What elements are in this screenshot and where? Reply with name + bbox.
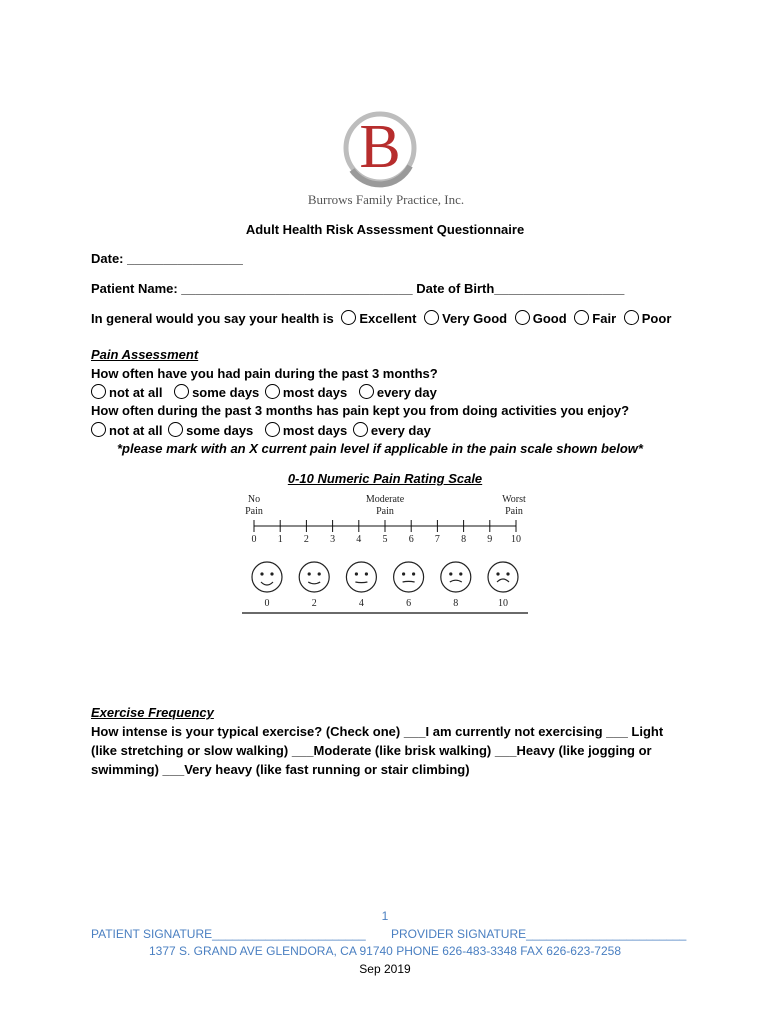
scale-label-moderate: Moderate Pain <box>365 494 405 517</box>
patient-name-dob-field[interactable]: Patient Name: ________________________________ Date of Birth__________________ <box>91 281 625 296</box>
scale-tick-label: 7 <box>434 534 440 545</box>
pain-face-icon <box>299 562 329 592</box>
health-option-good: Good <box>532 311 567 326</box>
health-option-poor: Poor <box>641 311 672 326</box>
health-excellent-radio[interactable] <box>341 310 356 325</box>
q1-option: some days <box>192 385 260 400</box>
footer-date: Sep 2019 <box>359 962 411 976</box>
health-good-radio[interactable] <box>515 310 530 325</box>
scale-label-no-pain: No Pain <box>245 494 263 517</box>
scale-tick-label: 3 <box>330 534 336 545</box>
health-option-very-good: Very Good <box>442 311 508 326</box>
q2-option: most days <box>282 423 348 438</box>
scale-tick-label: 8 <box>461 534 467 545</box>
scale-tick-label: 5 <box>382 534 388 545</box>
page-number: 1 <box>381 909 389 923</box>
q2-not-at-all-radio[interactable] <box>91 422 106 437</box>
pain-scale-figure <box>240 492 530 617</box>
q2-option: every day <box>370 423 431 438</box>
pain-face-icon <box>346 562 376 592</box>
scale-tick-label: 4 <box>356 534 362 545</box>
scale-tick-label: 1 <box>277 534 283 545</box>
health-question-row <box>91 310 671 326</box>
patient-signature[interactable]: PATIENT SIGNATURE_______________________ <box>91 927 366 941</box>
logo-letter: B <box>359 113 401 181</box>
face-label: 0 <box>264 598 270 609</box>
pain-instruction: *please mark with an X current pain level if applicable in the pain scale shown below* <box>117 441 643 456</box>
health-poor-radio[interactable] <box>624 310 639 325</box>
scale-tick-label: 0 <box>251 534 257 545</box>
face-label: 6 <box>406 598 412 609</box>
exercise-line-3: swimming) ___Very heavy (like fast running or stair climbing) <box>91 762 470 777</box>
face-label: 2 <box>311 598 317 609</box>
pain-scale-title: 0-10 Numeric Pain Rating Scale <box>287 471 483 486</box>
q2-most-days-radio[interactable] <box>265 422 280 437</box>
logo <box>340 108 420 188</box>
exercise-heading: Exercise Frequency <box>91 705 214 720</box>
date-field[interactable]: Date: ________________ <box>91 251 243 266</box>
q1-every-day-radio[interactable] <box>359 384 374 399</box>
pain-face-icon <box>252 562 282 592</box>
health-option-fair: Fair <box>592 311 617 326</box>
pain-face-icon <box>394 562 424 592</box>
page-title: Adult Health Risk Assessment Questionnaire <box>245 222 525 237</box>
face-label: 4 <box>358 598 364 609</box>
q1-option: not at all <box>109 385 163 400</box>
health-very-good-radio[interactable] <box>424 310 439 325</box>
q2-some-days-radio[interactable] <box>168 422 183 437</box>
health-fair-radio[interactable] <box>574 310 589 325</box>
footer-address: 1377 S. GRAND AVE GLENDORA, CA 91740 PHONE 626-483-3348 FAX 626-623-7258 <box>148 944 622 958</box>
pain-q1-options <box>91 384 437 400</box>
scale-tick-label: 6 <box>408 534 414 545</box>
q2-option: not at all <box>109 423 163 438</box>
scale-tick-label: 9 <box>487 534 493 545</box>
health-question: In general would you say your health is <box>91 311 334 326</box>
q1-most-days-radio[interactable] <box>265 384 280 399</box>
q1-option: every day <box>376 385 437 400</box>
pain-question-1: How often have you had pain during the past 3 months? <box>91 366 438 381</box>
q1-option: most days <box>282 385 348 400</box>
face-label: 8 <box>453 598 459 609</box>
q2-every-day-radio[interactable] <box>353 422 368 437</box>
exercise-line-1: How intense is your typical exercise? (Check one) ___I am currently not exercising ___ Light <box>91 724 664 739</box>
q1-some-days-radio[interactable] <box>174 384 189 399</box>
pain-scale-lines <box>240 492 530 617</box>
scale-tick-label: 2 <box>303 534 309 545</box>
scale-label-worst-pain: Worst Pain <box>502 494 526 517</box>
exercise-line-2: (like stretching or slow walking) ___Moderate (like brisk walking) ___Heavy (like jogging or <box>91 743 652 758</box>
pain-q2-options <box>91 422 431 438</box>
provider-signature[interactable]: PROVIDER SIGNATURE________________________ <box>391 927 687 941</box>
pain-heading: Pain Assessment <box>91 347 199 362</box>
pain-question-2: How often during the past 3 months has pain kept you from doing activities you enjoy? <box>91 403 630 418</box>
scale-tick-label: 10 <box>511 534 521 545</box>
q2-option: some days <box>186 423 254 438</box>
face-label: 10 <box>498 598 508 609</box>
pain-face-icon <box>441 562 471 592</box>
company-name: Burrows Family Practice, Inc. <box>307 192 465 207</box>
q1-not-at-all-radio[interactable] <box>91 384 106 399</box>
health-option-excellent: Excellent <box>359 311 417 326</box>
pain-face-icon <box>488 562 518 592</box>
